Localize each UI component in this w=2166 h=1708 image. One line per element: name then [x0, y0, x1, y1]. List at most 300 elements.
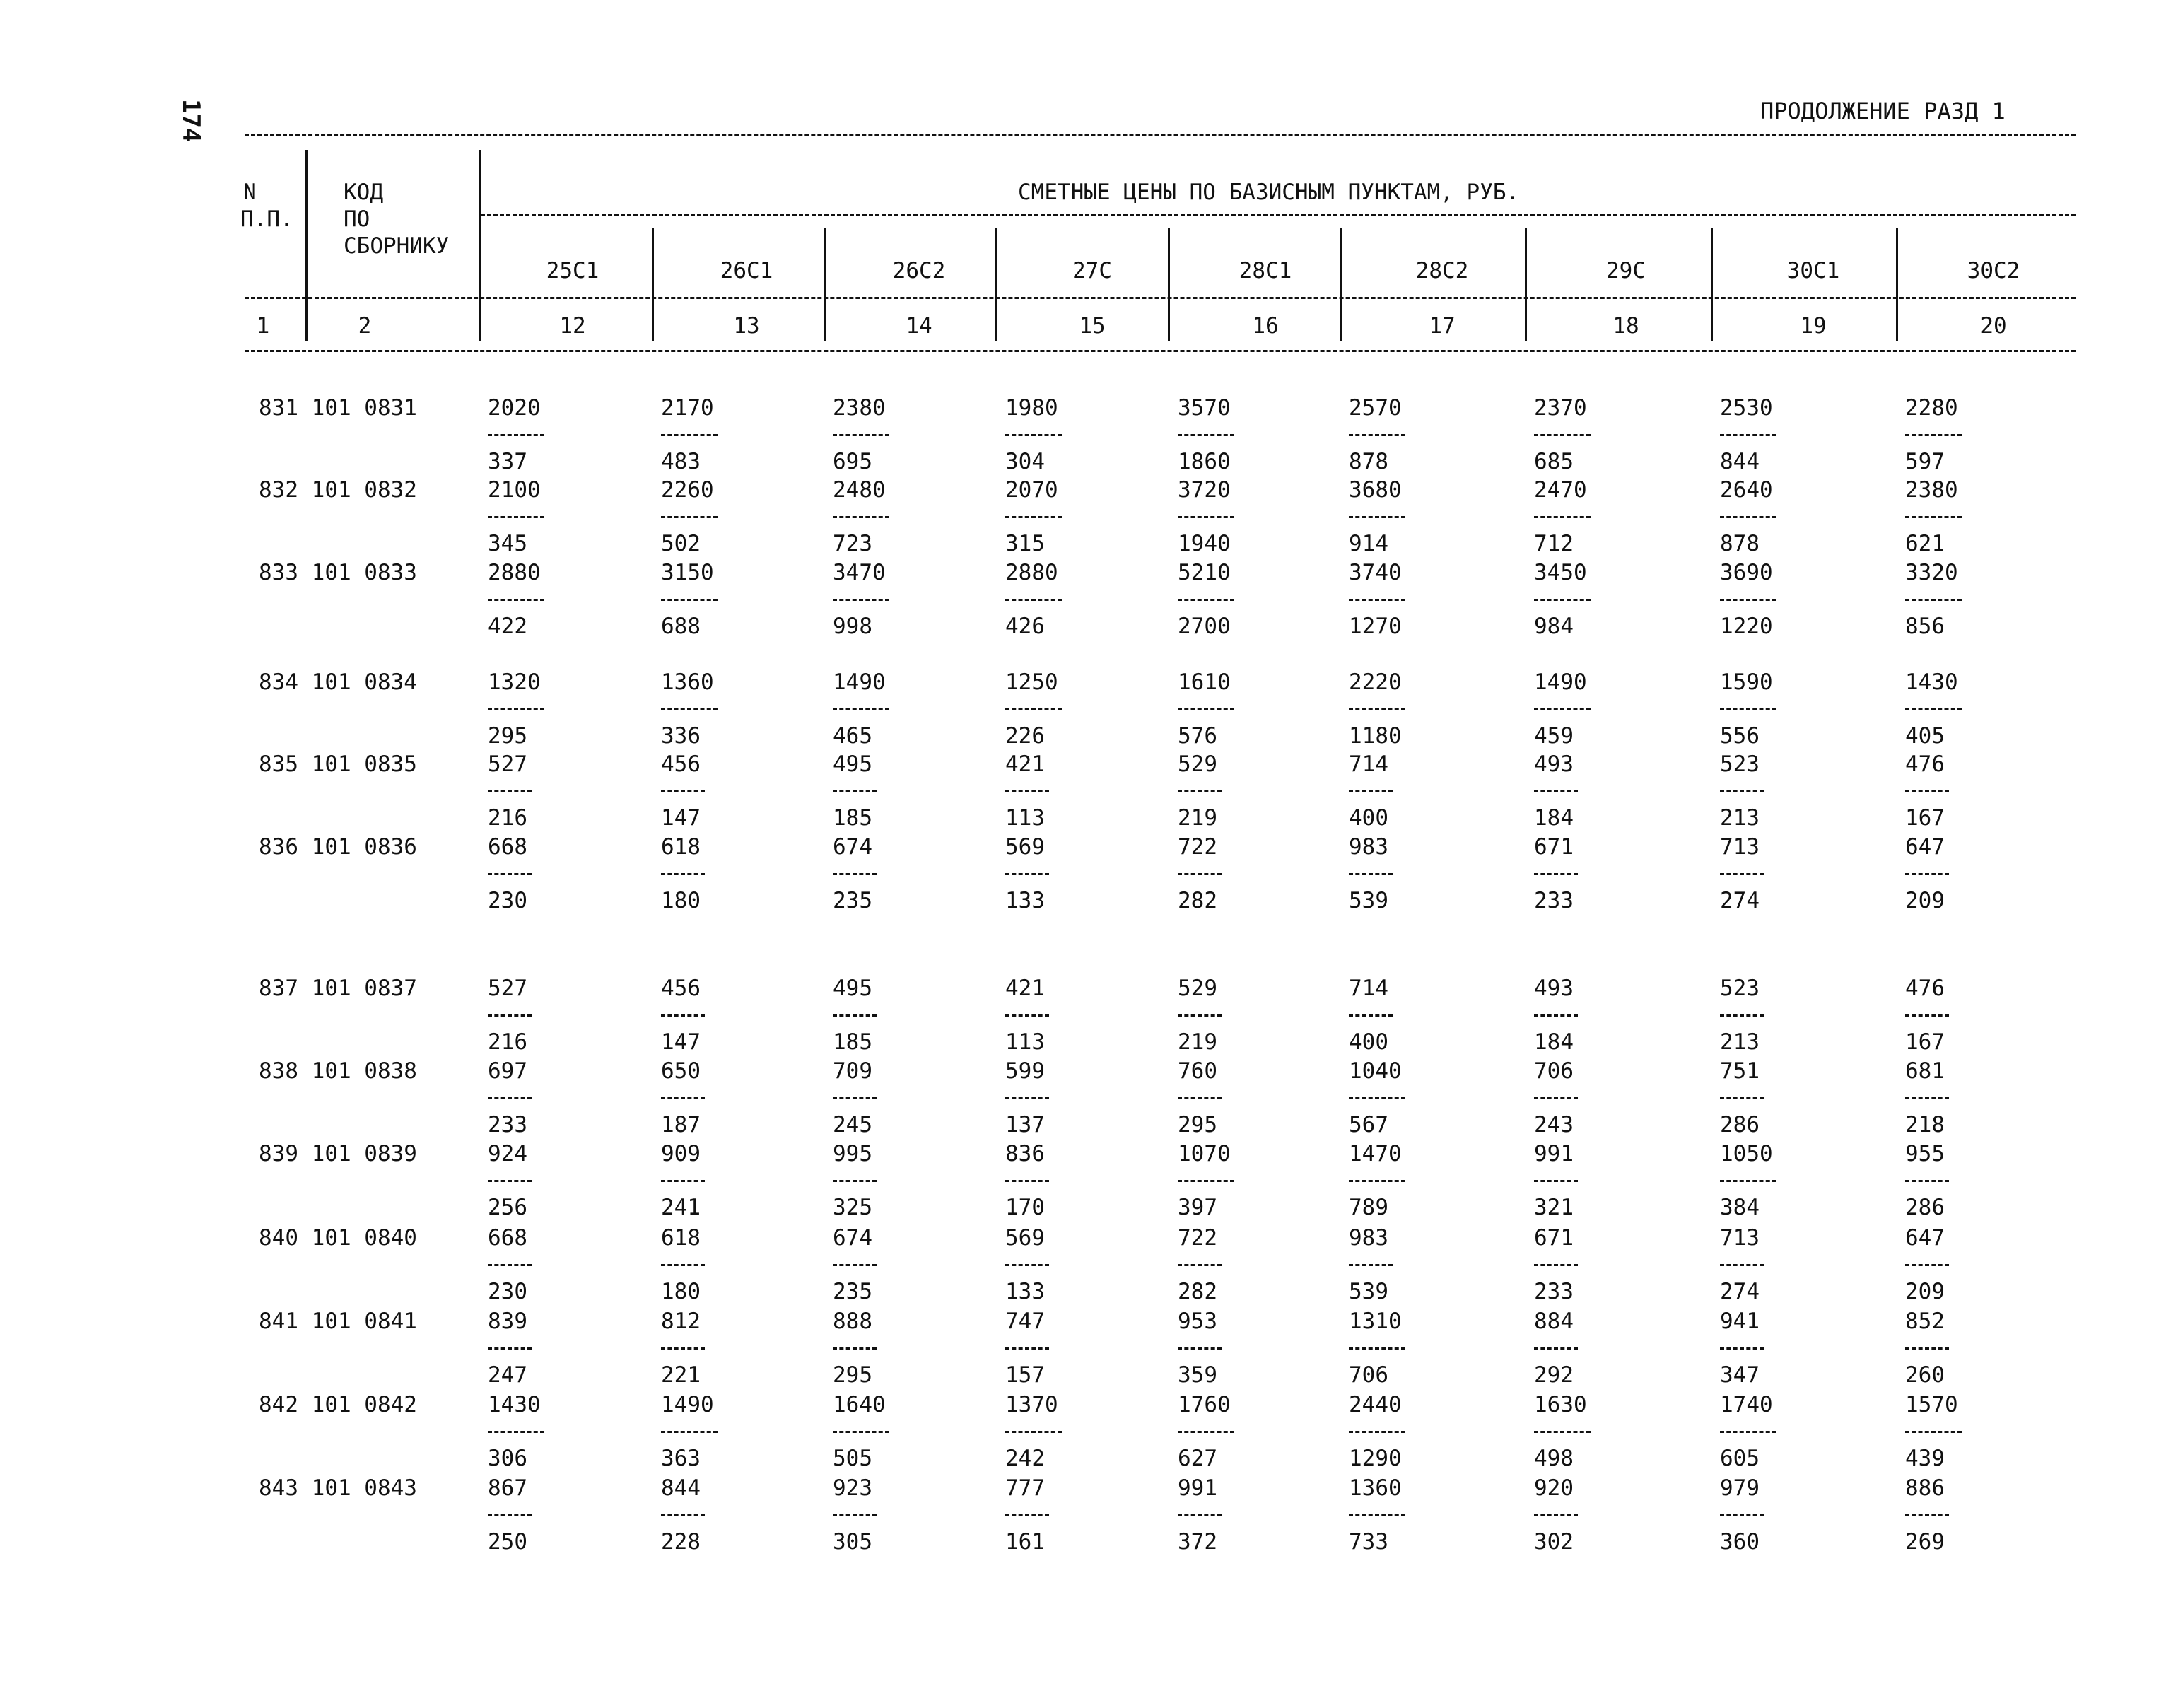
price-value-top: 751 — [1720, 1058, 1760, 1084]
price-value-bottom: 295 — [833, 1362, 872, 1388]
price-value-bottom: 306 — [488, 1446, 527, 1471]
price-value-top: 2380 — [833, 395, 886, 421]
price-value-top: 1640 — [833, 1392, 886, 1417]
fraction-line — [1349, 516, 1405, 518]
price-value-bottom: 1290 — [1349, 1446, 1402, 1471]
price-value-top: 1630 — [1534, 1392, 1587, 1417]
fraction-line — [1178, 1264, 1222, 1266]
fraction-line — [1005, 1014, 1049, 1017]
fraction-line — [1005, 1264, 1049, 1266]
price-value-bottom: 372 — [1178, 1529, 1217, 1555]
price-value-bottom: 180 — [661, 888, 701, 913]
fraction-line — [833, 1264, 877, 1266]
price-value-top: 1980 — [1005, 395, 1058, 421]
price-value-bottom: 157 — [1005, 1362, 1045, 1388]
price-value-top: 884 — [1534, 1309, 1574, 1334]
price-value-bottom: 247 — [488, 1362, 527, 1388]
price-value-top: 991 — [1534, 1141, 1574, 1166]
price-value-bottom: 627 — [1178, 1446, 1217, 1471]
price-value-top: 983 — [1349, 1225, 1388, 1251]
column-header: 28С2 — [1415, 258, 1469, 283]
price-value-top: 671 — [1534, 834, 1574, 860]
price-value-top: 953 — [1178, 1309, 1217, 1334]
price-value-bottom: 260 — [1905, 1362, 1945, 1388]
price-value-bottom: 1860 — [1178, 449, 1231, 474]
fraction-line — [661, 599, 718, 601]
fraction-line — [488, 1264, 532, 1266]
price-value-bottom: 337 — [488, 449, 527, 474]
fraction-line — [833, 1347, 877, 1350]
price-value-top: 2280 — [1905, 395, 1958, 421]
fraction-line — [1905, 1097, 1949, 1099]
fraction-line — [1178, 1180, 1234, 1182]
fraction-line — [1005, 1347, 1049, 1350]
row-code: 843 101 0843 — [259, 1475, 417, 1501]
fraction-line — [661, 1264, 705, 1266]
price-value-bottom: 216 — [488, 805, 527, 831]
vbar-col-19 — [1711, 228, 1713, 341]
price-value-bottom: 209 — [1905, 1279, 1945, 1304]
price-value-top: 709 — [833, 1058, 872, 1084]
price-value-bottom: 161 — [1005, 1529, 1045, 1555]
price-value-bottom: 576 — [1178, 723, 1217, 749]
fraction-line — [1005, 873, 1049, 875]
price-value-bottom: 245 — [833, 1112, 872, 1137]
price-value-bottom: 295 — [488, 723, 527, 749]
continuation-title: ПРОДОЛЖЕНИЕ РАЗД 1 — [1760, 98, 2006, 124]
price-value-bottom: 218 — [1905, 1112, 1945, 1137]
fraction-line — [1720, 599, 1776, 601]
fraction-line — [1534, 516, 1591, 518]
price-value-bottom: 213 — [1720, 1029, 1760, 1055]
row-code: 835 101 0835 — [259, 751, 417, 777]
price-value-top: 495 — [833, 751, 872, 777]
price-value-top: 527 — [488, 976, 527, 1001]
fraction-line — [833, 1431, 889, 1433]
price-value-bottom: 305 — [833, 1529, 872, 1555]
price-value-bottom: 336 — [661, 723, 701, 749]
price-value-top: 668 — [488, 1225, 527, 1251]
price-value-top: 476 — [1905, 976, 1945, 1001]
price-value-top: 421 — [1005, 976, 1045, 1001]
fraction-line — [833, 434, 889, 436]
price-value-bottom: 556 — [1720, 723, 1760, 749]
price-value-bottom: 723 — [833, 531, 872, 556]
price-value-bottom: 133 — [1005, 888, 1045, 913]
fraction-line — [1534, 599, 1591, 601]
price-value-bottom: 304 — [1005, 449, 1045, 474]
fraction-line — [1720, 790, 1764, 792]
price-value-bottom: 685 — [1534, 449, 1574, 474]
price-value-bottom: 216 — [488, 1029, 527, 1055]
price-value-top: 421 — [1005, 751, 1045, 777]
fraction-line — [833, 516, 889, 518]
price-value-top: 674 — [833, 834, 872, 860]
price-value-bottom: 256 — [488, 1195, 527, 1220]
row-code: 841 101 0841 — [259, 1309, 417, 1334]
fraction-line — [1178, 599, 1234, 601]
price-value-top: 924 — [488, 1141, 527, 1166]
column-header: 26С2 — [892, 258, 946, 283]
price-value-top: 2020 — [488, 395, 541, 421]
price-value-top: 674 — [833, 1225, 872, 1251]
price-value-bottom: 233 — [1534, 1279, 1574, 1304]
price-value-top: 2470 — [1534, 477, 1587, 503]
column-number: 12 — [559, 313, 586, 339]
header-code-label-1: КОД — [344, 180, 383, 205]
price-value-bottom: 405 — [1905, 723, 1945, 749]
column-number: 15 — [1079, 313, 1106, 339]
fraction-line — [1349, 1347, 1405, 1350]
price-value-bottom: 235 — [833, 1279, 872, 1304]
fraction-line — [661, 708, 718, 710]
price-value-top: 1760 — [1178, 1392, 1231, 1417]
price-value-bottom: 1270 — [1349, 614, 1402, 639]
page-number: 174 — [177, 99, 205, 143]
header-bottom-rule — [245, 350, 2076, 352]
price-value-top: 2640 — [1720, 477, 1773, 503]
price-value-top: 527 — [488, 751, 527, 777]
fraction-line — [1534, 1431, 1591, 1433]
price-value-bottom: 286 — [1720, 1112, 1760, 1137]
price-value-bottom: 269 — [1905, 1529, 1945, 1555]
price-value-top: 3450 — [1534, 560, 1587, 585]
fraction-line — [1178, 790, 1222, 792]
price-value-bottom: 219 — [1178, 805, 1217, 831]
price-value-bottom: 315 — [1005, 531, 1045, 556]
price-value-bottom: 878 — [1349, 449, 1388, 474]
price-value-top: 2880 — [1005, 560, 1058, 585]
row-code: 836 101 0836 — [259, 834, 417, 860]
fraction-line — [1905, 873, 1949, 875]
fraction-line — [1178, 1097, 1222, 1099]
price-value-bottom: 274 — [1720, 1279, 1760, 1304]
fraction-line — [488, 873, 532, 875]
price-value-bottom: 133 — [1005, 1279, 1045, 1304]
fraction-line — [1005, 516, 1062, 518]
fraction-line — [661, 1431, 718, 1433]
price-value-bottom: 286 — [1905, 1195, 1945, 1220]
price-value-top: 2170 — [661, 395, 714, 421]
price-value-bottom: 789 — [1349, 1195, 1388, 1220]
price-value-bottom: 147 — [661, 1029, 701, 1055]
fraction-line — [1905, 1347, 1949, 1350]
price-value-top: 3320 — [1905, 560, 1958, 585]
row-code: 839 101 0839 — [259, 1141, 417, 1166]
fraction-line — [1534, 708, 1591, 710]
price-value-bottom: 213 — [1720, 805, 1760, 831]
price-value-bottom: 360 — [1720, 1529, 1760, 1555]
price-value-top: 836 — [1005, 1141, 1045, 1166]
price-value-top: 2480 — [833, 477, 886, 503]
column-number: 16 — [1252, 313, 1279, 339]
header-code-label-3: СБОРНИКУ — [344, 233, 450, 259]
price-value-top: 979 — [1720, 1475, 1760, 1501]
vbar-col-16 — [1168, 228, 1170, 341]
price-value-bottom: 539 — [1349, 888, 1388, 913]
price-value-bottom: 400 — [1349, 1029, 1388, 1055]
price-value-bottom: 325 — [833, 1195, 872, 1220]
price-value-top: 2530 — [1720, 395, 1773, 421]
fraction-line — [1720, 1514, 1764, 1516]
price-value-bottom: 345 — [488, 531, 527, 556]
price-value-top: 476 — [1905, 751, 1945, 777]
price-value-top: 3720 — [1178, 477, 1231, 503]
price-value-top: 2100 — [488, 477, 541, 503]
fraction-line — [833, 708, 889, 710]
price-value-top: 456 — [661, 751, 701, 777]
price-value-bottom: 295 — [1178, 1112, 1217, 1137]
fraction-line — [1005, 1097, 1049, 1099]
fraction-line — [661, 1097, 705, 1099]
price-value-bottom: 219 — [1178, 1029, 1217, 1055]
column-header: 30С1 — [1786, 258, 1840, 283]
fraction-line — [833, 1014, 877, 1017]
price-value-top: 1360 — [661, 669, 714, 695]
fraction-line — [488, 1431, 544, 1433]
fraction-line — [488, 708, 544, 710]
column-header: 26С1 — [720, 258, 773, 283]
column-number: 18 — [1612, 313, 1639, 339]
price-value-bottom: 856 — [1905, 614, 1945, 639]
fraction-line — [1905, 790, 1949, 792]
price-value-bottom: 621 — [1905, 531, 1945, 556]
column-number: 2 — [358, 313, 372, 339]
fraction-line — [833, 1514, 877, 1516]
fraction-line — [1534, 1347, 1578, 1350]
price-value-top: 681 — [1905, 1058, 1945, 1084]
fraction-line — [661, 516, 718, 518]
price-value-top: 2260 — [661, 477, 714, 503]
fraction-line — [1534, 1514, 1578, 1516]
fraction-line — [1178, 873, 1222, 875]
fraction-line — [833, 873, 877, 875]
price-value-top: 618 — [661, 834, 701, 860]
fraction-line — [661, 873, 705, 875]
fraction-line — [1720, 1180, 1776, 1182]
fraction-line — [1005, 1431, 1062, 1433]
price-value-bottom: 221 — [661, 1362, 701, 1388]
price-value-bottom: 274 — [1720, 888, 1760, 913]
fraction-line — [1005, 434, 1062, 436]
fraction-line — [1720, 708, 1776, 710]
price-value-bottom: 184 — [1534, 805, 1574, 831]
column-number: 13 — [733, 313, 760, 339]
price-value-top: 812 — [661, 1309, 701, 1334]
fraction-line — [1905, 434, 1962, 436]
fraction-line — [1178, 708, 1234, 710]
price-value-top: 2070 — [1005, 477, 1058, 503]
price-value-top: 1470 — [1349, 1141, 1402, 1166]
price-value-top: 839 — [488, 1309, 527, 1334]
price-value-top: 523 — [1720, 751, 1760, 777]
fraction-line — [1534, 434, 1591, 436]
price-value-bottom: 914 — [1349, 531, 1388, 556]
fraction-line — [488, 516, 544, 518]
vbar-col-20 — [1896, 228, 1898, 341]
column-number: 1 — [256, 313, 270, 339]
price-value-bottom: 567 — [1349, 1112, 1388, 1137]
price-value-top: 3150 — [661, 560, 714, 585]
price-value-top: 493 — [1534, 751, 1574, 777]
fraction-line — [1534, 1180, 1578, 1182]
price-value-top: 2880 — [488, 560, 541, 585]
fraction-line — [1005, 1514, 1049, 1516]
fraction-line — [1349, 1014, 1393, 1017]
price-value-top: 1320 — [488, 669, 541, 695]
price-value-top: 852 — [1905, 1309, 1945, 1334]
row-code: 834 101 0834 — [259, 669, 417, 695]
fraction-line — [1534, 873, 1578, 875]
price-value-top: 599 — [1005, 1058, 1045, 1084]
price-value-top: 569 — [1005, 834, 1045, 860]
price-value-top: 529 — [1178, 751, 1217, 777]
price-value-bottom: 233 — [1534, 888, 1574, 913]
row-code: 842 101 0842 — [259, 1392, 417, 1417]
price-value-bottom: 695 — [833, 449, 872, 474]
price-value-top: 909 — [661, 1141, 701, 1166]
fraction-line — [1005, 708, 1062, 710]
price-value-top: 493 — [1534, 976, 1574, 1001]
fraction-line — [833, 790, 877, 792]
price-value-bottom: 250 — [488, 1529, 527, 1555]
fraction-line — [1905, 1180, 1949, 1182]
fraction-line — [661, 1514, 705, 1516]
fraction-line — [1534, 1014, 1578, 1017]
fraction-line — [1720, 1431, 1776, 1433]
fraction-line — [833, 1180, 877, 1182]
fraction-line — [1178, 434, 1234, 436]
price-value-top: 3570 — [1178, 395, 1231, 421]
price-value-top: 844 — [661, 1475, 701, 1501]
fraction-line — [661, 790, 705, 792]
column-number: 19 — [1800, 313, 1827, 339]
price-value-bottom: 233 — [488, 1112, 527, 1137]
price-value-top: 920 — [1534, 1475, 1574, 1501]
price-value-bottom: 347 — [1720, 1362, 1760, 1388]
fraction-line — [1005, 1180, 1049, 1182]
fraction-line — [833, 599, 889, 601]
price-value-bottom: 167 — [1905, 1029, 1945, 1055]
price-value-bottom: 498 — [1534, 1446, 1574, 1471]
fraction-line — [1349, 1180, 1405, 1182]
fraction-line — [1720, 1347, 1764, 1350]
header-top-rule — [245, 134, 2076, 136]
fraction-line — [1720, 516, 1776, 518]
column-header: 27С — [1072, 258, 1112, 283]
fraction-line — [1178, 1014, 1222, 1017]
fraction-line — [488, 790, 532, 792]
price-value-top: 3690 — [1720, 560, 1773, 585]
fraction-line — [1905, 599, 1962, 601]
fraction-line — [1720, 873, 1764, 875]
price-value-top: 888 — [833, 1309, 872, 1334]
vbar-col-17 — [1340, 228, 1342, 341]
price-value-bottom: 426 — [1005, 614, 1045, 639]
price-value-bottom: 400 — [1349, 805, 1388, 831]
fraction-line — [1349, 708, 1405, 710]
price-value-bottom: 459 — [1534, 723, 1574, 749]
price-value-bottom: 187 — [661, 1112, 701, 1137]
price-value-bottom: 384 — [1720, 1195, 1760, 1220]
fraction-line — [661, 1014, 705, 1017]
vbar-code-prices — [479, 150, 481, 341]
price-value-top: 2370 — [1534, 395, 1587, 421]
price-value-top: 747 — [1005, 1309, 1045, 1334]
fraction-line — [1534, 790, 1578, 792]
price-value-top: 3680 — [1349, 477, 1402, 503]
fraction-line — [1178, 1514, 1222, 1516]
column-number: 14 — [906, 313, 932, 339]
price-value-bottom: 302 — [1534, 1529, 1574, 1555]
price-value-top: 714 — [1349, 976, 1388, 1001]
price-value-bottom: 184 — [1534, 1029, 1574, 1055]
price-value-top: 714 — [1349, 751, 1388, 777]
price-value-top: 2570 — [1349, 395, 1402, 421]
price-value-top: 713 — [1720, 1225, 1760, 1251]
price-value-top: 1570 — [1905, 1392, 1958, 1417]
price-value-top: 706 — [1534, 1058, 1574, 1084]
price-value-top: 1740 — [1720, 1392, 1773, 1417]
price-value-bottom: 733 — [1349, 1529, 1388, 1555]
fraction-line — [1349, 1264, 1393, 1266]
header-n-label: N — [243, 180, 257, 205]
fraction-line — [1349, 873, 1393, 875]
row-code: 837 101 0837 — [259, 976, 417, 1001]
price-value-bottom: 1180 — [1349, 723, 1402, 749]
price-value-top: 650 — [661, 1058, 701, 1084]
price-value-top: 2220 — [1349, 669, 1402, 695]
price-value-bottom: 605 — [1720, 1446, 1760, 1471]
price-value-bottom: 230 — [488, 1279, 527, 1304]
fraction-line — [1905, 1514, 1949, 1516]
price-value-top: 523 — [1720, 976, 1760, 1001]
column-number: 20 — [1980, 313, 2007, 339]
fraction-line — [1720, 1014, 1764, 1017]
price-value-top: 647 — [1905, 834, 1945, 860]
fraction-line — [1178, 1347, 1222, 1350]
column-header: 30С2 — [1967, 258, 2020, 283]
header-pp-label: П.П. — [240, 206, 293, 232]
fraction-line — [1720, 1097, 1764, 1099]
price-value-top: 722 — [1178, 1225, 1217, 1251]
price-value-bottom: 292 — [1534, 1362, 1574, 1388]
price-value-top: 3470 — [833, 560, 886, 585]
price-value-top: 722 — [1178, 834, 1217, 860]
column-header: 29С — [1606, 258, 1646, 283]
price-value-bottom: 706 — [1349, 1362, 1388, 1388]
row-code: 840 101 0840 — [259, 1225, 417, 1251]
price-value-bottom: 998 — [833, 614, 872, 639]
price-value-bottom: 180 — [661, 1279, 701, 1304]
price-value-bottom: 844 — [1720, 449, 1760, 474]
price-value-bottom: 502 — [661, 531, 701, 556]
price-value-top: 983 — [1349, 834, 1388, 860]
price-value-top: 1050 — [1720, 1141, 1773, 1166]
price-value-bottom: 483 — [661, 449, 701, 474]
price-value-top: 1310 — [1349, 1309, 1402, 1334]
fraction-line — [488, 599, 544, 601]
column-header: 25С1 — [546, 258, 599, 283]
price-value-bottom: 1940 — [1178, 531, 1231, 556]
price-value-bottom: 167 — [1905, 805, 1945, 831]
fraction-line — [488, 1347, 532, 1350]
fraction-line — [661, 1180, 705, 1182]
price-value-top: 671 — [1534, 1225, 1574, 1251]
vbar-n-code — [305, 150, 308, 341]
fraction-line — [1905, 1264, 1949, 1266]
column-header: 28С1 — [1239, 258, 1292, 283]
